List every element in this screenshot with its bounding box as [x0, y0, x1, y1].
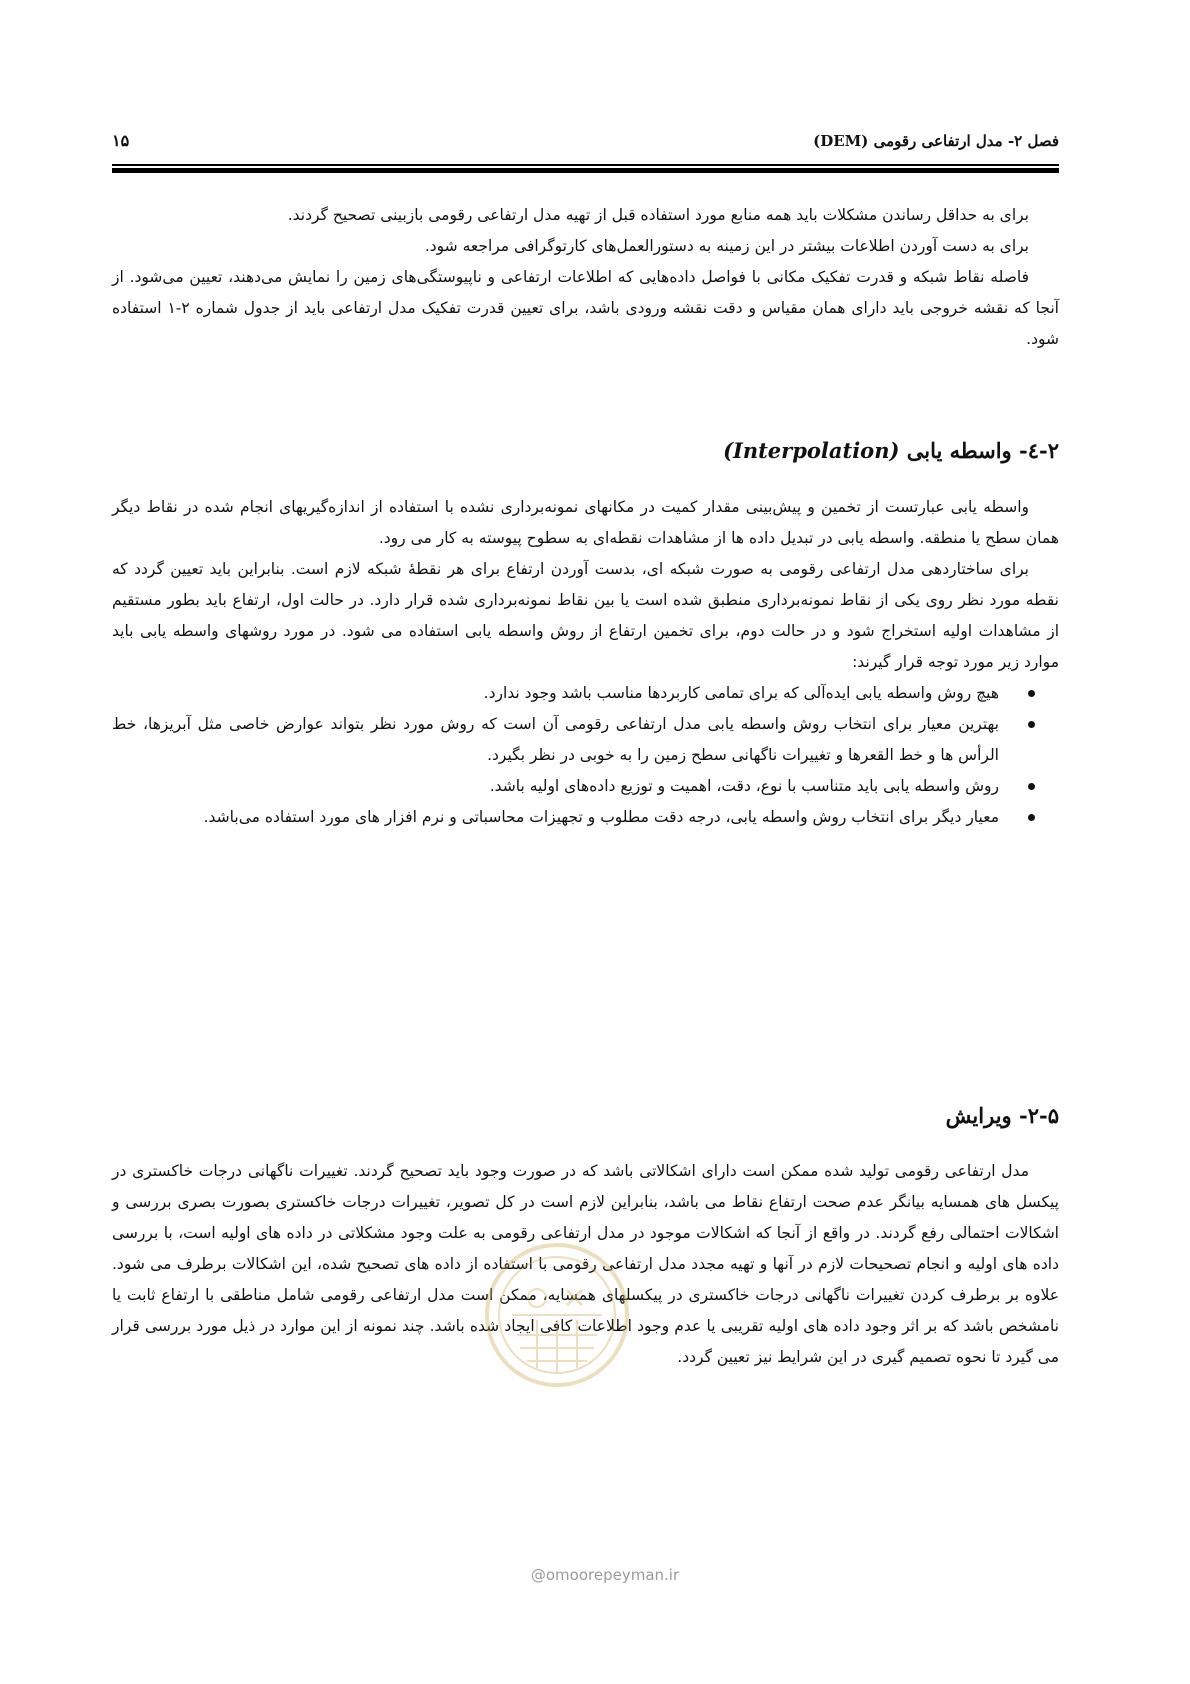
- page-number: ۱۵: [112, 131, 130, 150]
- list-item: [112, 802, 1059, 833]
- intro-text: [112, 200, 1059, 355]
- interpolation-paragraph: واسطه یابی عبارتست از تخمین و پیش‌بینی مقدار کمیت در مکانهای نمونه‌برداری نشده با استفاده از اندازه‌گیریهای انجام شده در نقاط دیگر همان سطح یا منطقه. واسطه یابی در تبدیل داده ها از مشاهدات نقطه‌ای به سطوح پیوسته به کار می رود.: [112, 498, 1059, 547]
- list-item: [112, 771, 1059, 802]
- watermark-logo-icon: [482, 1240, 632, 1390]
- watermark-url: @omoorepeyman.ir: [530, 1566, 680, 1584]
- list-item-text: روش واسطه یابی باید متناسب با نوع، دقت، اهمیت و توزیع داده‌های اولیه باشد.: [489, 777, 999, 795]
- intro-paragraph: برای به حداقل رساندن مشکلات باید همه منابع مورد استفاده قبل از تهیه مدل ارتفاعی رقومی بازبینی تصحیح گردند.: [287, 206, 1029, 224]
- criteria-list: [112, 678, 1059, 833]
- interpolation-paragraph: برای ساختاردهی مدل ارتفاعی رقومی به صورت شبکه ای، بدست آوردن ارتفاع برای هر نقطهٔ شبکه لازم است. بنابراین باید تعیین گردد که نقطه مورد نظر روی یکی از نقاط نمونه‌برداری منطبق شده است یا بین نقاط نمونه‌برداری شده قرار دارد. در حالت اول، ارتفاع باید بطور مستقیم از مشاهدات اولیه استخراج شود و در حالت دوم، برای تخمین ارتفاع از روش واسطه یابی استفاده می شود. در مورد روشهای واسطه یابی باید موارد زیر مورد توجه قرار گیرند:: [112, 560, 1059, 671]
- page-header: [112, 129, 1059, 161]
- list-item: [112, 678, 1059, 709]
- section-heading-editing: ۲-۵- ویرایش: [945, 1103, 1059, 1128]
- section-heading-number: ۲-٤- واسطه یابی: [906, 438, 1059, 463]
- header-rule-thin: [112, 164, 1059, 166]
- chapter-title: فصل ۲- مدل ارتفاعی رقومی (DEM): [813, 132, 1059, 150]
- list-item: [112, 709, 1059, 771]
- interpolation-text: [112, 492, 1059, 833]
- bullet-icon: [1028, 690, 1035, 697]
- list-item-text: هیچ روش واسطه یابی ایده‌آلی که برای تمامی کاربردها مناسب باشد وجود ندارد.: [483, 684, 999, 702]
- bullet-icon: [1028, 783, 1035, 790]
- list-item-text: بهترین معیار برای انتخاب روش واسطه یابی مدل ارتفاعی رقومی آن است که روش مورد نظر بتواند عوارض خاصی مثل آبریزها، خط الرأس ها و خط القعرها و تغییرات ناگهانی سطح زمین را به خوبی در نظر بگیرد.: [112, 715, 999, 764]
- intro-paragraph: فاصله نقاط شبکه و قدرت تفکیک مکانی با فواصل داده‌هایی که اطلاعات ارتفاعی و ناپیوستگی‌های زمین را نمایش می‌دهند، تعیین می‌شود. از آنجا که نقشه خروجی باید دارای همان مقیاس و دقت نقشه ورودی باشد، برای تعیین قدرت تفکیک مدل ارتفاعی باید از جدول شماره ۲-۱ استفاده شود.: [112, 268, 1059, 348]
- editing-paragraph: مدل ارتفاعی رقومی تولید شده ممکن است دارای اشکالاتی باشد که در صورت وجود باید تصحیح گردند. تغییرات ناگهانی درجات خاکستری در پیکسل های همسایه بیانگر عدم صحت ارتفاع نقاط می باشد، بنابراین لازم است در کل تصویر، تغییرات درجات خاکستری بصورت بصری بررسی و اشکالات احتمالی رفع گردند. در واقع از آنجا که اشکالات موجود در مدل ارتفاعی رقومی به علت وجود مشکلاتی در داده های اولیه است، با بررسی داده های اولیه و انجام تصحیحات لازم در آنها و تهیه مجدد مدل ارتفاعی رقومی با استفاده از داده های تصحیح شده، این اشکالات برطرف می شود. علاوه بر برطرف کردن تغییرات ناگهانی درجات خاکستری در پیکسلهای همسایه، ممکن است مدل ارتفاعی رقومی شامل مناطقی با ارتفاع ثابت یا نامشخص باشد که بر اثر وجود داده های اولیه تقریبی یا عدم وجود اطلاعات کافی ایجاد شده باشد. چند نمونه از این موارد در ذیل مورد بررسی قرار می گیرد تا نحوه تصمیم گیری در این شرایط نیز تعیین گردد.: [112, 1162, 1059, 1366]
- list-item-text: معیار دیگر برای انتخاب روش واسطه یابی، درجه دقت مطلوب و تجهیزات محاسباتی و نرم افزار های مورد استفاده می‌باشد.: [203, 808, 999, 826]
- header-rule-thick: [112, 168, 1059, 173]
- section-heading-latin: (Interpolation): [723, 438, 900, 463]
- intro-paragraph: برای به دست آوردن اطلاعات بیشتر در این زمینه به دستورالعمل‌های کارتوگرافی مراجعه شود.: [424, 237, 1029, 255]
- section-heading-interpolation: [723, 434, 1059, 468]
- bullet-icon: [1028, 814, 1035, 821]
- bullet-icon: [1028, 721, 1035, 728]
